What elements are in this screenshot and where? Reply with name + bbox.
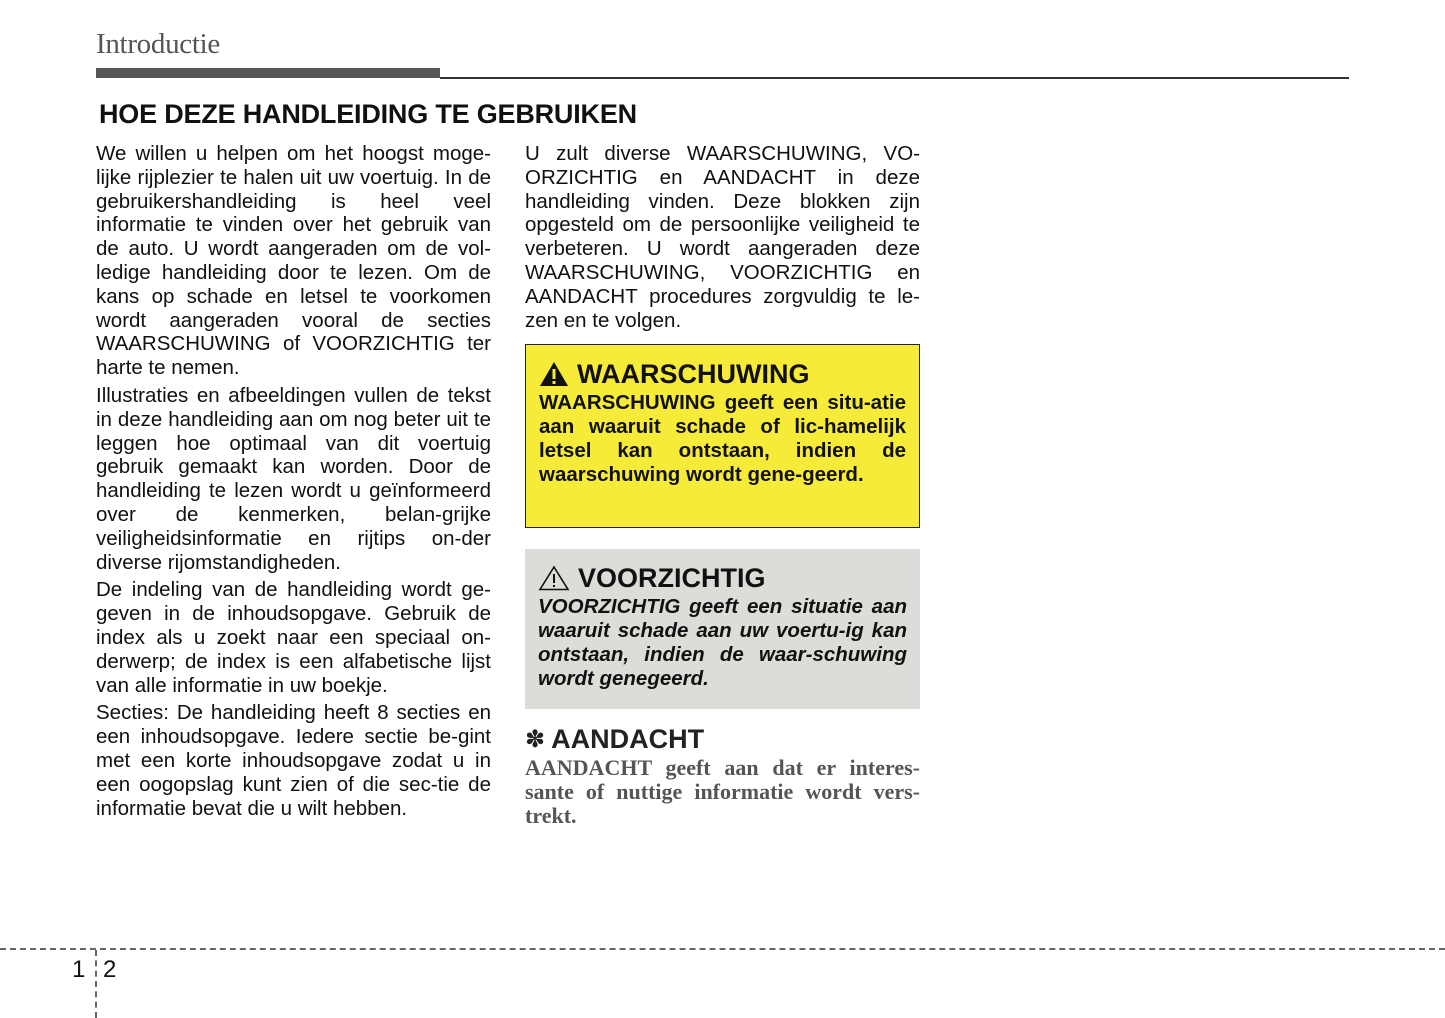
paragraph-illustrations: Illustraties en afbeeldingen vullen de tekst in deze handleiding aan om nog beter uit te leggen hoe optimaal van dit voertuig gebruik gemaakt kan worden. Door de handleiding te lezen wordt u geïnformeerd over de kenmerken, belan-grijke veiligheidsinformatie en rijtips on-der diverse rijomstandigheden. (96, 383, 491, 574)
page-title: HOE DEZE HANDLEIDING TE GEBRUIKEN (99, 99, 637, 129)
notice-block (525, 722, 920, 828)
caution-triangle-icon (538, 565, 570, 591)
caution-text: VOORZICHTIG geeft een situatie aan waaruit schade aan uw voertu-ig kan ontstaan, indien de waar-schuwing wordt genegeerd. (538, 595, 907, 690)
paragraph-blocks-intro: U zult diverse WAARSCHUWING, VO-ORZICHTIG en AANDACHT in deze handleiding vinden. Deze blokken zijn opgesteld om de persoonlijke veiligheid te verbeteren. U wordt aangeraden deze WAARSCHUWING, VOORZICHTIG en AANDACHT procedures zorgvuldig te le-zen en te volgen. (525, 142, 920, 332)
notice-text: AANDACHT geeft aan dat er interes-sante of nuttige informatie wordt vers-trekt. (525, 755, 920, 828)
left-column (96, 142, 491, 824)
chapter-number: 1 (72, 956, 86, 983)
caution-heading (538, 561, 907, 595)
caution-box (525, 549, 920, 709)
right-column (525, 142, 920, 336)
warning-title: WAARSCHUWING (577, 358, 810, 389)
page-number: 2 (103, 956, 117, 983)
paragraph-intro: We willen u helpen om het hoogst moge-lijke rijplezier te halen uit uw voertuig. In de gebruikershandleiding is heel veel informatie te vinden over het gebruik van de auto. U wordt aangeraden om de vol-ledige handleiding door te lezen. Om de kans op schade en letsel te voorkomen wordt aangeraden vooral de secties WAARSCHUWING of VOORZICHTIG ter harte te nemen. (96, 142, 491, 380)
chapter-title: Introductie (96, 28, 220, 60)
notice-title: AANDACHT (551, 723, 705, 754)
notice-heading (525, 722, 920, 756)
header-rule-thin (440, 77, 1349, 79)
paragraph-layout: De indeling van de handleiding wordt ge-geven in de inhoudsopgave. Gebruik de index als u zoekt naar een speciaal on-derwerp; de index is een alfabetische lijst van alle informatie in uw boekje. (96, 578, 491, 697)
warning-box (525, 344, 920, 528)
header-rule-thick (96, 68, 440, 78)
paragraph-sections: Secties: De handleiding heeft 8 secties en een inhoudsopgave. Iedere sectie be-gint met een korte inhoudsopgave zodat u in een oogopslag kunt zien of die sec-tie de informatie bevat die u wilt hebben. (96, 701, 491, 820)
warning-text: WAARSCHUWING geeft een situ-atie aan waaruit schade of lic-hamelijk letsel kan ontstaan, indien de waarschuwing wordt gene-geerd. (539, 391, 906, 486)
footer-dashed-divider (95, 950, 97, 1018)
footer-dashed-rule (0, 948, 1445, 950)
caution-title: VOORZICHTIG (578, 562, 766, 593)
warning-heading (539, 357, 906, 391)
warning-triangle-icon (539, 361, 569, 387)
asterisk-icon: ✽ (525, 725, 546, 753)
